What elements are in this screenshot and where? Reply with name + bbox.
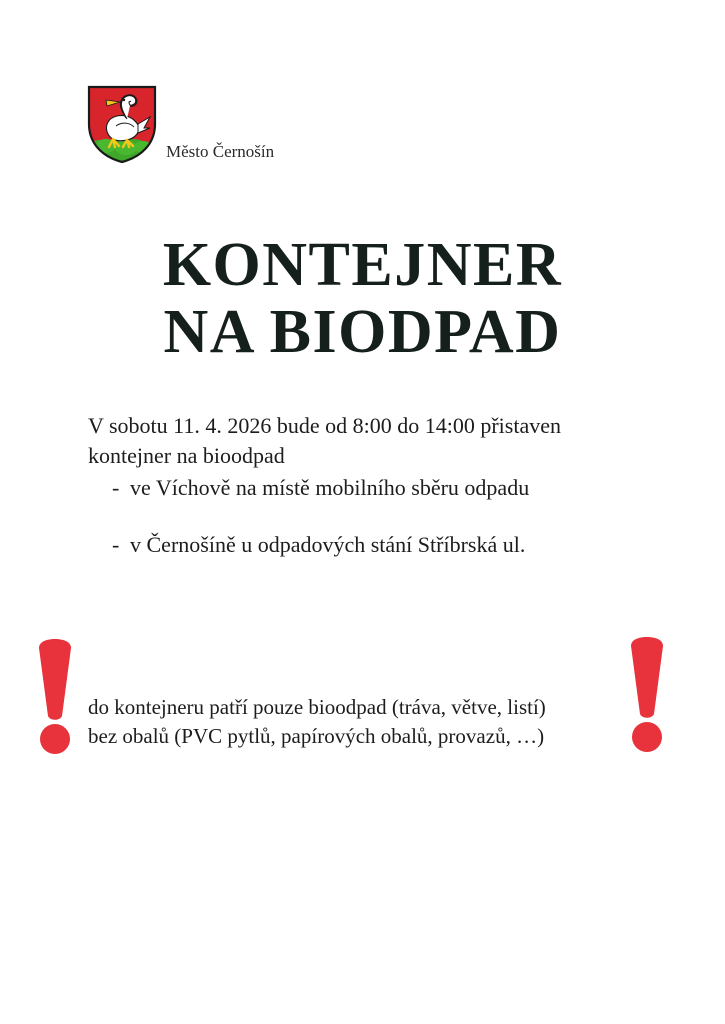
warning-line-1: do kontejneru patří pouze bioodpad (tráva, větve, listí) [88,695,546,719]
title-line-1: KONTEJNER [162,230,563,299]
list-item-label: ve Víchově na místě mobilního sběru odpadu [130,475,530,500]
municipality-name: Město Černošín [166,142,275,161]
warning-paragraph [88,693,618,751]
exclamation-mark-icon [30,638,80,756]
list-item-label: v Černošíně u odpadových stání Stříbrská ul. [130,532,526,557]
poster-title [0,232,725,366]
bullet-dash-icon: - [112,532,120,557]
bullet-dash-icon: - [112,475,120,500]
list-item [112,530,652,560]
warning-line-2: bez obalů (PVC pytlů, papírových obalů, provazů, …) [88,724,545,748]
title-line-2: NA BIODPAD [163,297,562,366]
list-item [112,473,652,503]
warning-band [0,636,725,756]
coat-of-arms-icon [86,84,158,164]
location-list [112,473,652,560]
intro-paragraph: V sobotu 11. 4. 2026 bude od 8:00 do 14:00 přistaven kontejner na bioodpad [88,413,561,468]
header-crest-block [86,84,274,164]
exclamation-mark-icon [622,636,672,754]
